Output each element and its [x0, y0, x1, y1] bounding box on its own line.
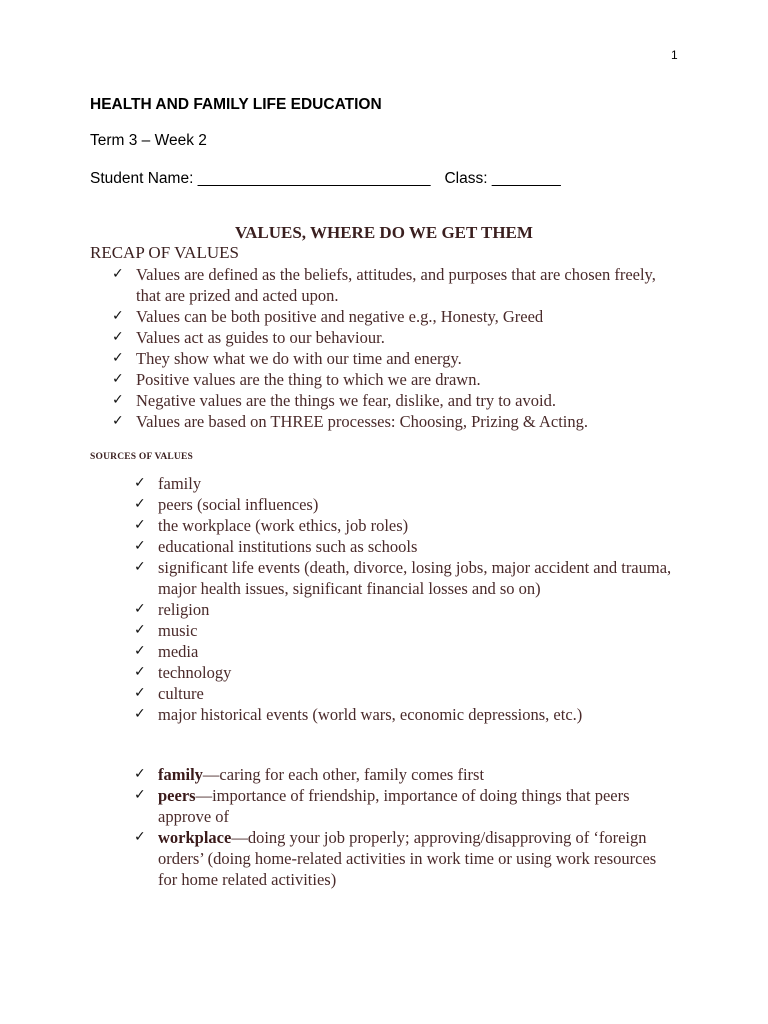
list-item: ✓ major historical events (world wars, economic depressions, etc.) [134, 705, 583, 724]
document-title: VALUES, WHERE DO WE GET THEM [235, 223, 533, 242]
list-item: ✓ family [134, 474, 202, 493]
list-item: ✓ religion [134, 600, 210, 619]
list-item: ✓ Values are based on THREE processes: Choosing, Prizing & Acting. [112, 412, 589, 431]
detail-text: —caring for each other, family comes first [202, 765, 485, 784]
check-mark-icon: ✓ [112, 413, 124, 429]
check-mark-icon: ✓ [134, 622, 146, 638]
recap-heading: RECAP OF VALUES [90, 243, 239, 262]
class-field[interactable]: Class: ________ [444, 170, 561, 187]
list-item: ✓ the workplace (work ethics, job roles) [134, 516, 409, 535]
list-item: ✓ culture [134, 684, 204, 703]
term-week: Term 3 – Week 2 [90, 132, 207, 149]
detail-text: —doing your job properly; approving/disapproving of ‘foreign orders’ (doing home-related activities in work time or using work resources for home related activities) [158, 828, 657, 889]
detail-term: peers [158, 786, 196, 805]
list-item [134, 785, 678, 827]
student-name-field[interactable]: Student Name: ___________________________ [90, 170, 431, 187]
check-mark-icon: ✓ [134, 559, 146, 575]
list-item [134, 827, 678, 890]
check-mark-icon: ✓ [134, 829, 146, 845]
check-mark-icon: ✓ [134, 538, 146, 554]
list-item: ✓ Values are defined as the beliefs, attitudes, and purposes that are chosen freely, that are prized and acted upon. [112, 265, 656, 305]
list-item: ✓ Values can be both positive and negative e.g., Honesty, Greed [112, 307, 544, 326]
check-mark-icon: ✓ [112, 392, 124, 408]
sources-list [134, 473, 678, 725]
list-item: ✓ educational institutions such as schools [134, 537, 418, 556]
detail-term: workplace [158, 828, 232, 847]
detail-term: family [158, 765, 203, 784]
source-details-list [134, 764, 678, 890]
list-item: ✓ technology [134, 663, 232, 682]
recap-list [112, 264, 681, 432]
check-mark-icon: ✓ [134, 517, 146, 533]
check-mark-icon: ✓ [134, 664, 146, 680]
check-mark-icon: ✓ [134, 685, 146, 701]
check-mark-icon: ✓ [112, 371, 124, 387]
list-item: ✓ media [134, 642, 199, 661]
list-item: ✓ significant life events (death, divorce, losing jobs, major accident and trauma, major health issues, significant financial losses and so on) [134, 558, 672, 598]
check-mark-icon: ✓ [134, 787, 146, 803]
page-number: 1 [671, 48, 678, 62]
check-mark-icon: ✓ [112, 266, 124, 282]
subject-title: HEALTH AND FAMILY LIFE EDUCATION [90, 96, 382, 113]
list-item: ✓ Negative values are the things we fear, dislike, and try to avoid. [112, 391, 556, 410]
student-info-line [90, 169, 561, 189]
check-mark-icon: ✓ [134, 496, 146, 512]
list-item: ✓ They show what we do with our time and energy. [112, 349, 462, 368]
check-mark-icon: ✓ [134, 601, 146, 617]
check-mark-icon: ✓ [134, 766, 146, 782]
check-mark-icon: ✓ [112, 350, 124, 366]
sources-heading: SOURCES OF VALUES [90, 452, 194, 462]
check-mark-icon: ✓ [112, 308, 124, 324]
list-item: ✓ Positive values are the thing to which we are drawn. [112, 370, 481, 389]
list-item: ✓ Values act as guides to our behaviour. [112, 328, 385, 347]
check-mark-icon: ✓ [112, 329, 124, 345]
list-item: ✓ music [134, 621, 198, 640]
detail-text: —importance of friendship, importance of doing things that peers approve of [158, 786, 630, 826]
check-mark-icon: ✓ [134, 643, 146, 659]
check-mark-icon: ✓ [134, 475, 146, 491]
check-mark-icon: ✓ [134, 706, 146, 722]
list-item: ✓ peers (social influences) [134, 495, 319, 514]
list-item [134, 764, 678, 785]
